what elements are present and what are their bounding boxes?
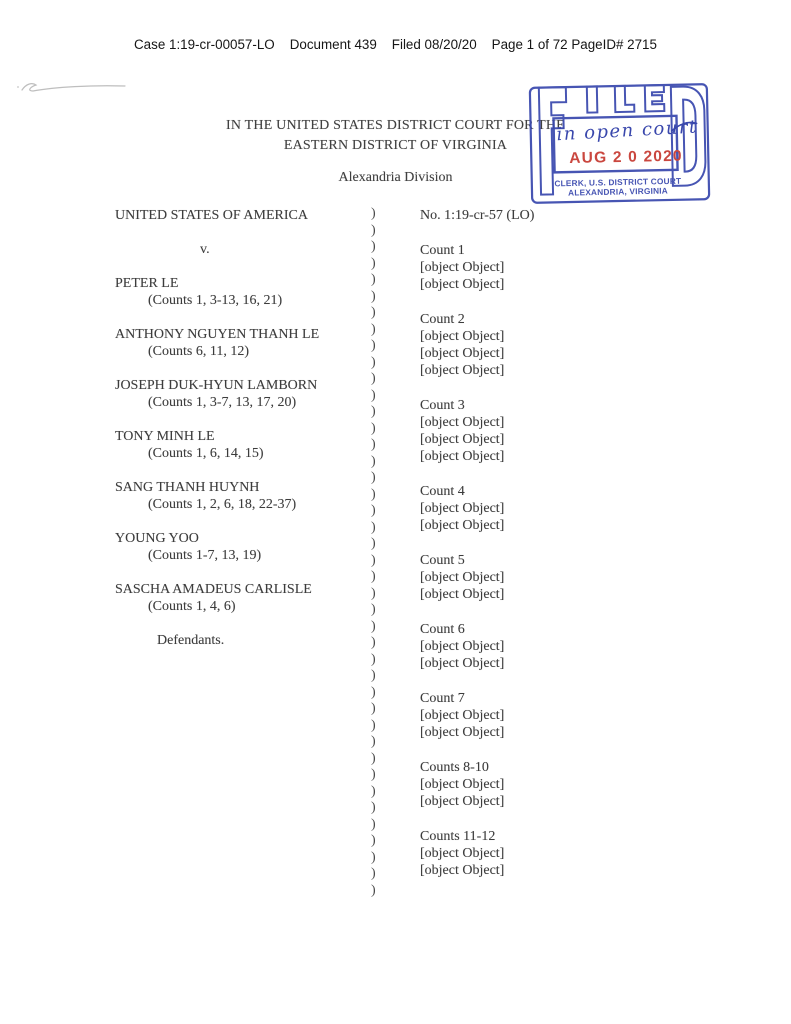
count-lines xyxy=(420,328,791,379)
caption-paren: ) xyxy=(371,486,376,502)
count-entry xyxy=(420,311,791,379)
defendant-list xyxy=(115,275,390,615)
caption-paren: ) xyxy=(371,602,376,617)
caption-paren: ) xyxy=(371,882,376,898)
count-lines xyxy=(420,500,791,534)
count-label: Count 1 xyxy=(420,243,465,258)
count-label: Counts 8-10 xyxy=(420,760,489,775)
caption-paren: ) xyxy=(371,371,376,386)
defendant-counts: (Counts 1, 3-7, 13, 17, 20) xyxy=(148,395,297,410)
count-line: [object Object] xyxy=(420,518,505,533)
defendant-entry xyxy=(115,581,390,615)
count-line: [object Object] xyxy=(420,277,505,292)
count-label: Count 4 xyxy=(420,484,465,499)
defendants-label: Defendants. xyxy=(157,633,225,648)
stamp-date: AUG 2 0 2020 xyxy=(569,147,683,168)
count-label: Count 2 xyxy=(420,312,465,327)
defendant-name: JOSEPH DUK-HYUN LAMBORN xyxy=(115,378,318,393)
caption-paren: ) xyxy=(371,354,376,370)
caption-paren: ) xyxy=(371,750,376,766)
caption-paren: ) xyxy=(371,635,376,650)
plaintiff-name: UNITED STATES OF AMERICA xyxy=(115,208,308,223)
caption-paren: ) xyxy=(371,536,376,551)
count-line: [object Object] xyxy=(420,346,505,361)
count-label: Counts 11-12 xyxy=(420,829,496,844)
caption-paren: ) xyxy=(371,668,376,683)
count-lines xyxy=(420,638,791,672)
count-line: [object Object] xyxy=(420,656,505,671)
caption-charges xyxy=(420,207,791,897)
count-line: [object Object] xyxy=(420,329,505,344)
count-line: [object Object] xyxy=(420,863,505,878)
defendant-name: SANG THANH HUYNH xyxy=(115,480,260,495)
defendant-counts: (Counts 1, 4, 6) xyxy=(148,599,236,614)
defendant-entry xyxy=(115,530,390,564)
document-number: Document 439 xyxy=(289,37,377,52)
caption-paren: ) xyxy=(371,701,376,716)
caption-paren: ) xyxy=(371,222,376,238)
defendant-counts: (Counts 1, 3-13, 16, 21) xyxy=(148,293,283,308)
caption-paren: ) xyxy=(371,503,376,518)
caption-paren: ) xyxy=(371,404,376,419)
count-line: [object Object] xyxy=(420,570,505,585)
caption-paren: ) xyxy=(371,437,376,452)
caption-paren: ) xyxy=(371,552,376,568)
defendant-entry xyxy=(115,326,390,360)
count-lines xyxy=(420,776,791,810)
case-number: No. 1:19-cr-57 (LO) xyxy=(420,208,535,223)
count-entry xyxy=(420,759,791,810)
count-entry xyxy=(420,242,791,293)
count-entry xyxy=(420,397,791,465)
defendant-name: SASCHA AMADEUS CARLISLE xyxy=(115,582,312,597)
defendant-name: YOUNG YOO xyxy=(115,531,199,546)
count-label: Count 5 xyxy=(420,553,465,568)
caption-paren: ) xyxy=(371,800,376,815)
filed-date: Filed 08/20/20 xyxy=(391,37,477,52)
count-lines xyxy=(420,707,791,741)
versus-label: v. xyxy=(200,242,210,257)
stamp-clerk-line1: CLERK, U.S. DISTRICT COURT xyxy=(554,175,682,189)
pencil-mark xyxy=(14,74,129,100)
court-title-line2: EASTERN DISTRICT OF VIRGINIA xyxy=(283,138,508,153)
caption-separator xyxy=(371,206,391,899)
defendant-name: ANTHONY NGUYEN THANH LE xyxy=(115,327,320,342)
count-line: [object Object] xyxy=(420,501,505,516)
defendant-counts: (Counts 1, 2, 6, 18, 22-37) xyxy=(148,497,297,512)
count-line: [object Object] xyxy=(420,794,505,809)
count-lines xyxy=(420,259,791,293)
division-line: Alexandria Division xyxy=(338,170,453,185)
caption-paren: ) xyxy=(371,470,376,485)
caption-paren: ) xyxy=(371,255,376,271)
caption-paren: ) xyxy=(371,420,376,436)
count-label: Count 3 xyxy=(420,398,465,413)
count-lines xyxy=(420,845,791,879)
court-title-line1: IN THE UNITED STATES DISTRICT COURT FOR THE xyxy=(226,118,565,133)
count-line: [object Object] xyxy=(420,708,505,723)
caption-paren: ) xyxy=(371,305,376,320)
defendant-name: PETER LE xyxy=(115,276,179,291)
caption-paren: ) xyxy=(371,684,376,700)
caption-paren: ) xyxy=(371,387,376,403)
court-title xyxy=(0,116,791,156)
caption-paren: ) xyxy=(371,833,376,848)
count-line: [object Object] xyxy=(420,260,505,275)
stamp-clerk-line2: ALEXANDRIA, VIRGINIA xyxy=(567,185,669,198)
defendant-entry xyxy=(115,479,390,513)
count-line: [object Object] xyxy=(420,432,505,447)
count-line: [object Object] xyxy=(420,639,505,654)
stamp-handwriting: in open court xyxy=(556,116,699,146)
count-entry xyxy=(420,552,791,603)
count-list xyxy=(420,242,791,879)
case-header xyxy=(0,37,791,52)
defendant-counts: (Counts 1-7, 13, 19) xyxy=(148,548,262,563)
count-entry xyxy=(420,483,791,534)
count-entry xyxy=(420,690,791,741)
count-line: [object Object] xyxy=(420,449,505,464)
page-id: Page 1 of 72 PageID# 2715 xyxy=(491,37,657,52)
caption-paren: ) xyxy=(371,569,376,584)
caption-paren: ) xyxy=(371,519,376,535)
caption-paren: ) xyxy=(371,767,376,782)
count-line: [object Object] xyxy=(420,846,505,861)
defendant-counts: (Counts 6, 11, 12) xyxy=(148,344,249,359)
caption-paren: ) xyxy=(371,618,376,634)
caption-paren: ) xyxy=(371,288,376,304)
caption-paren: ) xyxy=(371,783,376,799)
count-lines xyxy=(420,569,791,603)
defendant-counts: (Counts 1, 6, 14, 15) xyxy=(148,446,264,461)
caption-paren: ) xyxy=(371,272,376,287)
caption-paren: ) xyxy=(371,717,376,733)
count-line: [object Object] xyxy=(420,363,505,378)
caption-paren: ) xyxy=(371,321,376,337)
count-label: Count 6 xyxy=(420,622,465,637)
count-label: Count 7 xyxy=(420,691,465,706)
count-lines xyxy=(420,414,791,465)
caption-paren: ) xyxy=(371,866,376,881)
caption-paren: ) xyxy=(371,206,376,221)
caption-paren: ) xyxy=(371,816,376,832)
caption-paren: ) xyxy=(371,651,376,667)
defendant-entry xyxy=(115,428,390,462)
count-line: [object Object] xyxy=(420,415,505,430)
case-number-header: Case 1:19-cr-00057-LO xyxy=(134,37,275,52)
caption-parties xyxy=(115,207,390,649)
caption-paren: ) xyxy=(371,453,376,469)
caption-paren: ) xyxy=(371,338,376,353)
caption-paren: ) xyxy=(371,849,376,865)
count-entry xyxy=(420,828,791,879)
defendant-name: TONY MINH LE xyxy=(115,429,215,444)
defendant-entry xyxy=(115,377,390,411)
defendant-entry xyxy=(115,275,390,309)
count-line: [object Object] xyxy=(420,725,505,740)
caption-paren: ) xyxy=(371,734,376,749)
caption-paren: ) xyxy=(371,239,376,254)
caption-paren: ) xyxy=(371,585,376,601)
count-entry xyxy=(420,621,791,672)
count-line: [object Object] xyxy=(420,777,505,792)
count-line: [object Object] xyxy=(420,587,505,602)
